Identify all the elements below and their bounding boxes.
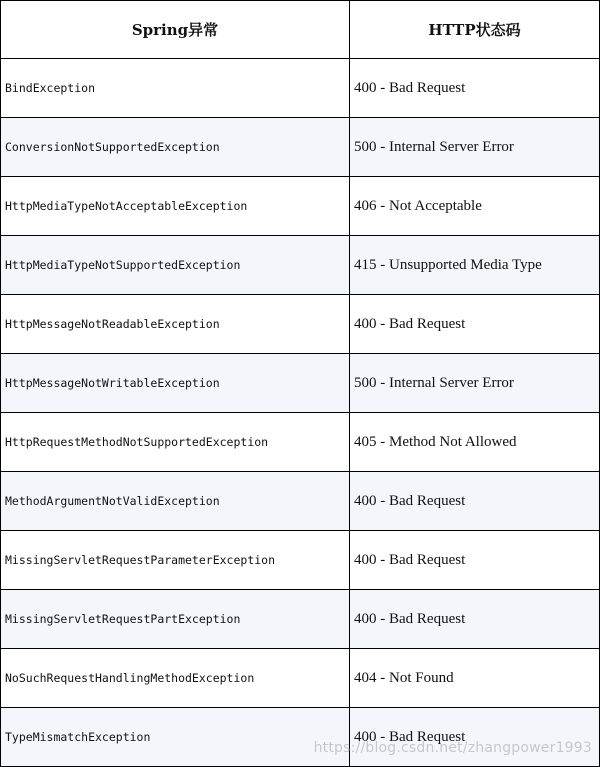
- status-cell: 400 - Bad Request: [350, 295, 600, 354]
- exception-cell: MissingServletRequestPartException: [1, 590, 350, 649]
- status-cell: 400 - Bad Request: [350, 708, 600, 767]
- table-row: [1, 708, 600, 767]
- status-cell: 400 - Bad Request: [350, 590, 600, 649]
- exception-cell: MethodArgumentNotValidException: [1, 472, 350, 531]
- header-http-status: HTTP状态码: [350, 1, 600, 59]
- exception-cell: HttpMessageNotWritableException: [1, 354, 350, 413]
- status-cell: 400 - Bad Request: [350, 472, 600, 531]
- status-cell: 400 - Bad Request: [350, 59, 600, 118]
- watermark: https://blog.csdn.net/zhangpower1993: [313, 740, 592, 756]
- table-row: [1, 649, 600, 708]
- exception-cell: HttpMediaTypeNotAcceptableException: [1, 177, 350, 236]
- table-row: [1, 118, 600, 177]
- table-row: [1, 413, 600, 472]
- header-spring-exception: Spring异常: [1, 1, 350, 59]
- status-cell: 404 - Not Found: [350, 649, 600, 708]
- table-row: [1, 531, 600, 590]
- exception-cell: NoSuchRequestHandlingMethodException: [1, 649, 350, 708]
- exception-cell: TypeMismatchException: [1, 708, 350, 767]
- exception-cell: MissingServletRequestParameterException: [1, 531, 350, 590]
- exception-cell: ConversionNotSupportedException: [1, 118, 350, 177]
- table-header-row: [1, 1, 600, 59]
- exception-cell: HttpMediaTypeNotSupportedException: [1, 236, 350, 295]
- table-row: [1, 472, 600, 531]
- status-cell: 406 - Not Acceptable: [350, 177, 600, 236]
- status-cell: 415 - Unsupported Media Type: [350, 236, 600, 295]
- table-row: [1, 236, 600, 295]
- table-row: [1, 59, 600, 118]
- table-row: [1, 354, 600, 413]
- exception-cell: BindException: [1, 59, 350, 118]
- exception-cell: HttpRequestMethodNotSupportedException: [1, 413, 350, 472]
- status-cell: 405 - Method Not Allowed: [350, 413, 600, 472]
- table-row: [1, 295, 600, 354]
- table-row: [1, 590, 600, 649]
- status-cell: 500 - Internal Server Error: [350, 118, 600, 177]
- table-row: [1, 177, 600, 236]
- status-cell: 500 - Internal Server Error: [350, 354, 600, 413]
- exception-cell: HttpMessageNotReadableException: [1, 295, 350, 354]
- status-cell: 400 - Bad Request: [350, 531, 600, 590]
